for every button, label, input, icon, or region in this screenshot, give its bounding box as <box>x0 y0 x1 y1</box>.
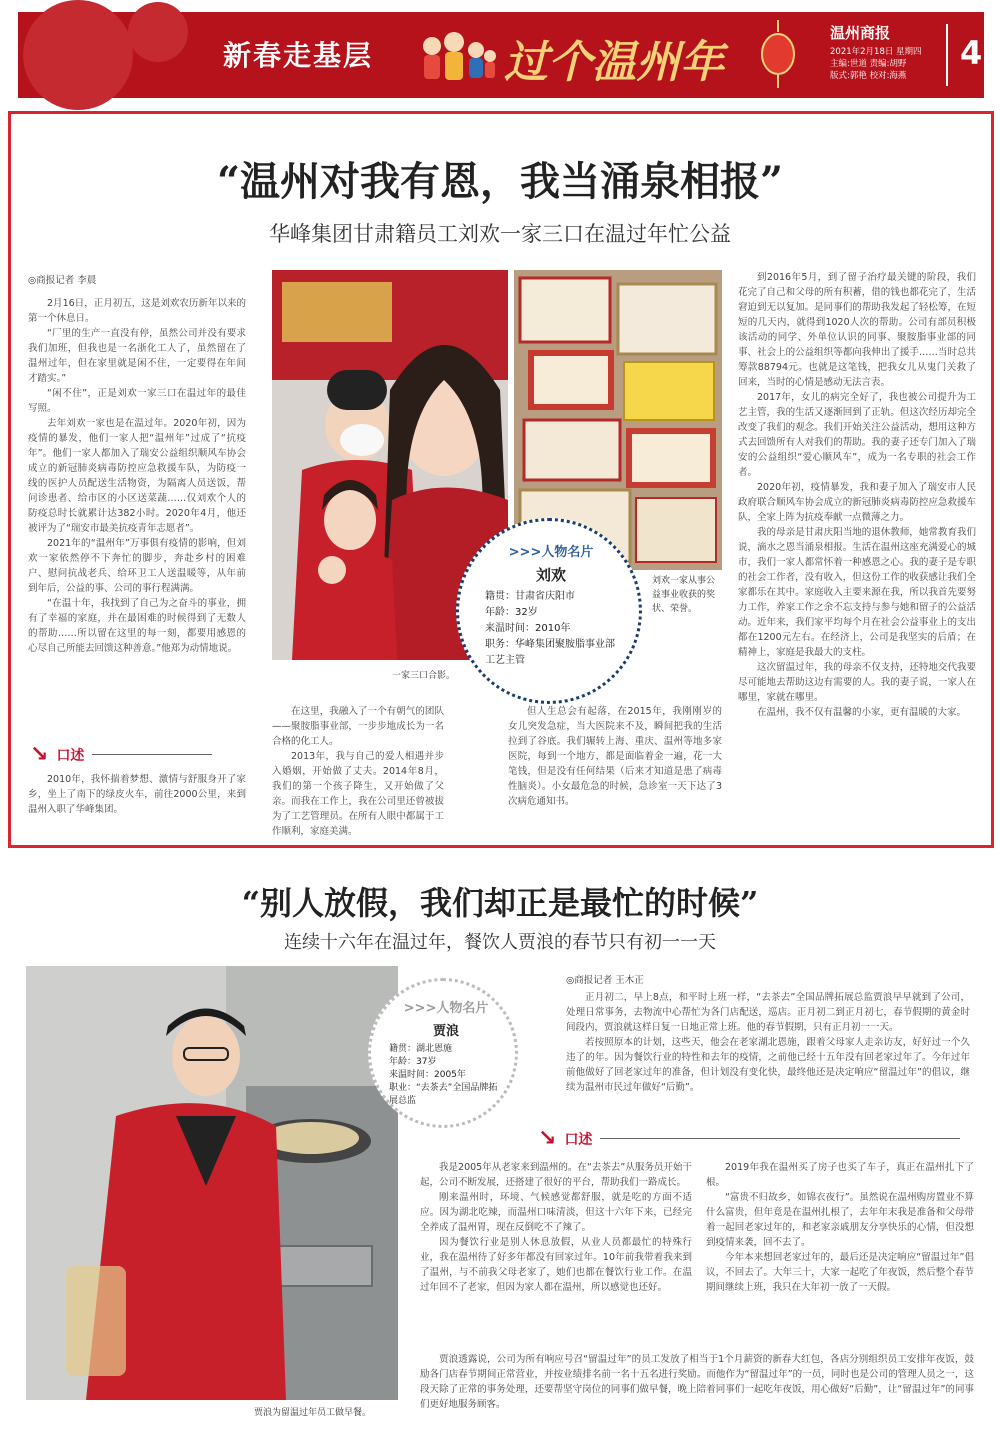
profile-card-liuhuan <box>456 518 642 704</box>
paragraph: 贾浪透露说，公司为所有响应号召“留温过年”的员工发放了相当于1个月薪资的新春大红包，各店分别组织员工安排年夜饭，鼓励各门店春节期间正常营业，并按业绩排名前一名十五名进行奖励。而他作为“留温过年”的一员，同时也是公司的管理人员之一，这段天除了正常的事务处理，还要帮坚守岗位的同事们做早餐，晚上陪着同事们一起吃年夜饭，用心做好“后勤”，让“留温过年”的同事们更好地服务顾客。 <box>420 1354 974 1410</box>
banner-slogan: 新春走基层 <box>223 39 374 72</box>
article1-kou-header <box>30 742 212 767</box>
profile-row: 来温时间：2010年 <box>485 623 571 634</box>
certificates-photo-caption: 刘欢一家从事公益事业收获的奖状、荣誉。 <box>652 576 716 614</box>
paragraph: 今年本来想回老家过年的，最后还是决定响应“留温过年”倡议，不回去了。大年三十，大家一起吃了年夜饭，然后整个春节期间继续上班，我只在大年初一放了一天假。 <box>706 1252 974 1293</box>
profile-row: 籍贯：甘肃省庆阳市 <box>485 591 575 602</box>
paragraph: 但人生总会有起落，在2015年，我刚刚岁的女儿突发急症，当大医院来不及，瞬间把我的生活拉到了谷底。我们辗转上海、重庆、温州等地多家医院，每到一个地方，都是面临着金一遍，花一大笔钱，但是没有任何结果（后来才知道是患了病毒性脑炎）。小女最危急的时候，急诊室一天下达了3次病危通知书。 <box>508 706 722 807</box>
profile-card-title: >>>人物名片 <box>403 1001 489 1016</box>
paragraph: 若按照原本的计划，这些天，他会在老家湖北恩施，跟着父母家人走亲访友，好好过一个久违了的年。因为餐饮行业的特性和去年的疫情，之前他已经十五年没有回老家过年了。今年过年前他做好了回老家过年的准备，但计划没有变化快，最终他还是决定响应“留温过年”的倡议，继续为温州市民过年做好“后勤”。 <box>566 1037 970 1093</box>
profile-card-jialang <box>368 978 518 1128</box>
article1-byline: ◎商报记者 李晨 <box>28 275 97 286</box>
banner-divider <box>946 24 948 86</box>
lantern-icon <box>758 20 798 90</box>
profile-row: 籍贯：湖北恩施 <box>389 1044 453 1054</box>
profile-row: 年龄：37岁 <box>389 1057 437 1067</box>
paragraph: 2010年，我怀揣着梦想、激情与舒服身开了家乡，坐上了南下的绿皮火车，前往2000公里，来到温州入职了华峰集团。 <box>28 774 246 815</box>
paragraph: “富贵不归故乡，如锦衣夜行”。虽然说在温州购房置业不算什么富贵，但年竟是在温州扎根了，去年年末我是准备和父母带着一起回老家过年的，和老家亲戚朋友分享快乐的心情，但没想到疫情来袭，回不去了。 <box>706 1192 974 1248</box>
article1-col3 <box>508 704 722 824</box>
banner-ornament-left <box>18 12 218 98</box>
profile-row: 职业：“去茶去”全国品牌拓展总监 <box>389 1083 498 1106</box>
article2-kou-col2 <box>706 1160 974 1330</box>
paragraph: 在这里，我融入了一个有朝气的团队——聚胺脂事业部，一步步地成长为一名合格的化工人。 <box>272 706 444 747</box>
page-number: 4 <box>960 34 983 72</box>
paragraph: 去年刘欢一家也是在温过年。2020年初，因为疫情的暴发，他们一家人把“温州年”过成了“抗疫年”。他们一家人都加入了瑞安公益组织顺风车协会成立的新冠肺炎病毒防控应急救援车队，为防疫一线的医护人员配送生活物资，为隔离人员送饭，帮问诊患者、给市区的小区送菜蔬……仅刘欢个人的防疫总时长就累计达382小时。2020年4月，他还被评为了“瑞安市最美抗疫青年志愿者”。 <box>28 418 246 534</box>
paragraph: 刚来温州时，环境、气候感觉都舒服，就是吃的方面不适应。因为湖北吃辣，而温州口味清淡，但这十六年下来，已经完全养成了温州胃，现在反倒吃不了辣了。 <box>420 1192 692 1233</box>
design-line: 版式:郭艳 校对:海燕 <box>830 71 907 81</box>
kou-label: 口述 <box>56 747 85 764</box>
kitchen-photo-caption: 贾浪为留温过年员工做早餐。 <box>254 1408 372 1418</box>
paragraph: 正月初二，早上8点，和平时上班一样，“去茶去”全国品牌拓展总监贾浪早早就到了公司，处理日常事务，去物流中心帮忙为各门店配送，巡店。正月初二到正月初七，春节假期的黄金时间段内，贾浪就这样日复一日地正常上班。他的春节假期，只有正月初一一天。 <box>566 992 970 1033</box>
article2-outro <box>420 1352 974 1418</box>
page-banner <box>18 12 984 98</box>
banner-calligraphy: 过个温州年 <box>504 37 724 88</box>
paragraph: 2021年的“温州年”万事俱有疫情的影响，但刘欢一家依然停不下奔忙的脚步，奔赴乡村的困难户、慰问抗战老兵、给环卫工人送温暖等，从年前到年后，公益的事、公司的事行程满满。 <box>28 538 246 594</box>
article1-subhead: 华峰集团甘肃籍员工刘欢一家三口在温过年忙公益 <box>269 222 731 246</box>
paragraph: 2017年，女儿的病完全好了，我也被公司提升为工艺主管，我的生活又逐渐回到了正轨。但这次经历却完全改变了我们的观念。我们开始关注公益活动，想用这种方式去回馈所有人对我们的帮助。我的妻子还专门加入了瑞安的公益组织“爱心顺风车”，成为一名专职的社会工作者。 <box>738 392 976 478</box>
article1-headline: “温州对我有恩，我当涌泉相报” <box>216 158 783 205</box>
kou-label: 口述 <box>564 1131 593 1148</box>
arrow-down-right-icon: ↘ <box>30 742 49 767</box>
paragraph: “厂里的生产一直没有停，虽然公司并没有要求我们加班，但我也是一名浙化工人了，虽然留在了温州过年，但在家里就是闲不住，一定要得在年间才踏实。” <box>28 328 246 384</box>
paragraph: 2019年我在温州买了房子也买了车子，真正在温州扎下了根。 <box>706 1162 974 1188</box>
article1-col1-kou <box>28 772 246 828</box>
cartoon-family-icon <box>418 22 498 88</box>
date-line: 2021年2月18日 星期四 <box>830 47 922 57</box>
paragraph: 到2016年5月，到了留子治疗最关键的阶段，我们花完了自己和父母的所有积蓄，借的钱也都花完了，生活窘迫到无以复加。是同事们的帮助我发起了轻松筹，在短短的几天内，就得到1020人次的帮助。公司有部员积极该活动的同学、外单位认识的同事、聚胺脂事业部的同事、社会上的公益组织等都向我伸出了援手……当时总共筹款88794元。也就是这笔钱，把我女儿从鬼门关救了回来，当时的心情是感动无法言表。 <box>738 272 976 388</box>
newspaper-name: 温州商报 <box>830 24 891 42</box>
article2-kou-header <box>538 1126 960 1151</box>
paragraph: 2月16日，正月初五，这是刘欢农历新年以来的第一个休息日。 <box>28 298 246 324</box>
article2-kou-col1 <box>420 1160 692 1330</box>
profile-row: 年龄：32岁 <box>485 607 538 618</box>
issue-meta <box>830 46 922 82</box>
article1-col4 <box>738 270 976 826</box>
profile-name: 贾浪 <box>432 1024 459 1039</box>
article2-intro <box>566 990 970 1120</box>
editor-line: 主编:世道 责编:胡野 <box>830 59 907 69</box>
article2-subhead: 连续十六年在温过年，餐饮人贾浪的春节只有初一一天 <box>284 932 716 953</box>
article1-col2 <box>272 704 444 837</box>
paragraph: 2020年初，疫情暴发，我和妻子加入了瑞安市人民政府联合顺风车协会成立的新冠肺炎病毒防控应急救援车队，全家上阵为抗疫奉献一点微薄之力。 <box>738 482 976 523</box>
profile-row: 来温时间：2005年 <box>389 1070 466 1080</box>
kitchen-photo <box>26 966 398 1400</box>
paragraph: 2013年，我与自己的爱人相遇并步入婚姻，开始做了丈夫。2014年8月，我们的第一个孩子降生，又开始做了父亲。而我在工作上，我在公司里还曾被拔为了工艺管理员。在所有人眼中都属于工作顺利，家庭美满。 <box>272 751 444 837</box>
article2-headline: “别人放假，我们却正是最忙的时候” <box>241 884 759 922</box>
paragraph: 在温州，我不仅有温馨的小家，更有温暖的大家。 <box>757 707 967 718</box>
article1-col1 <box>28 296 246 716</box>
paragraph: “在温十年，我找到了自己为之奋斗的事业，拥有了幸福的家庭，并在最困难的时候得到了无数人的帮助……所以留在这里的每一刻，都要用感恩的心尽自己所能去回馈这种善意。”他郑为动情地说。 <box>28 598 246 654</box>
paragraph: 因为餐饮行业是别人休息放假，从业人员都最忙的特殊行业，我在温州待了好多年都没有回家过年。10年前我带着我来到了温州，与不前我父母老家了，她们也都在餐饮行业工作。在温过年回不了老家，但因为家人都在温州，所以感觉也还好。 <box>420 1237 692 1293</box>
arrow-down-right-icon: ↘ <box>538 1126 557 1151</box>
profile-name: 刘欢 <box>535 566 566 584</box>
kou-rule <box>92 754 212 755</box>
paragraph: 这次留温过年，我的母亲不仅支持，还特地交代我要尽可能地去帮助这边有需要的人。我的妻子说，一家人在哪里，家就在哪里。 <box>738 662 976 703</box>
paragraph: 我是2005年从老家来到温州的。在“去茶去”从服务员开始干起，公司不断发展，还搭建了很好的平台，帮助我们一路成长。 <box>420 1162 692 1188</box>
kitchen-photo-illustration <box>26 966 398 1400</box>
family-photo-caption: 一家三口合影。 <box>392 671 456 681</box>
profile-card-title: >>>人物名片 <box>508 545 594 560</box>
article2-byline: ◎商报记者 王木正 <box>566 975 644 986</box>
profile-row: 职务：华峰集团聚胺脂事业部工艺主管 <box>485 639 615 666</box>
kou-rule <box>600 1138 960 1139</box>
paragraph: “闲不住”，正是刘欢一家三口在温过年的最佳写照。 <box>28 388 246 414</box>
paragraph: 我的母亲是甘肃庆阳当地的退休教师，她常教育我们说，滴水之恩当涌泉相报。生活在温州这座充满爱心的城市，我们一家人都常怀着一种感恩之心。我的妻子是专职的社会工作者，没有收入，但这份工作的收获感让我们全家都乐在其中。家庭收入主要来源在我，所以我首先要努力工作，养家工作之余不忘支持与参与她和留子的公益活动。近年来，我们家平均每个月在社会公益事业上的支出都在1200元左右。在经济上，公司是我坚实的后盾；在精神上，家庭是我最大的支柱。 <box>738 527 976 658</box>
